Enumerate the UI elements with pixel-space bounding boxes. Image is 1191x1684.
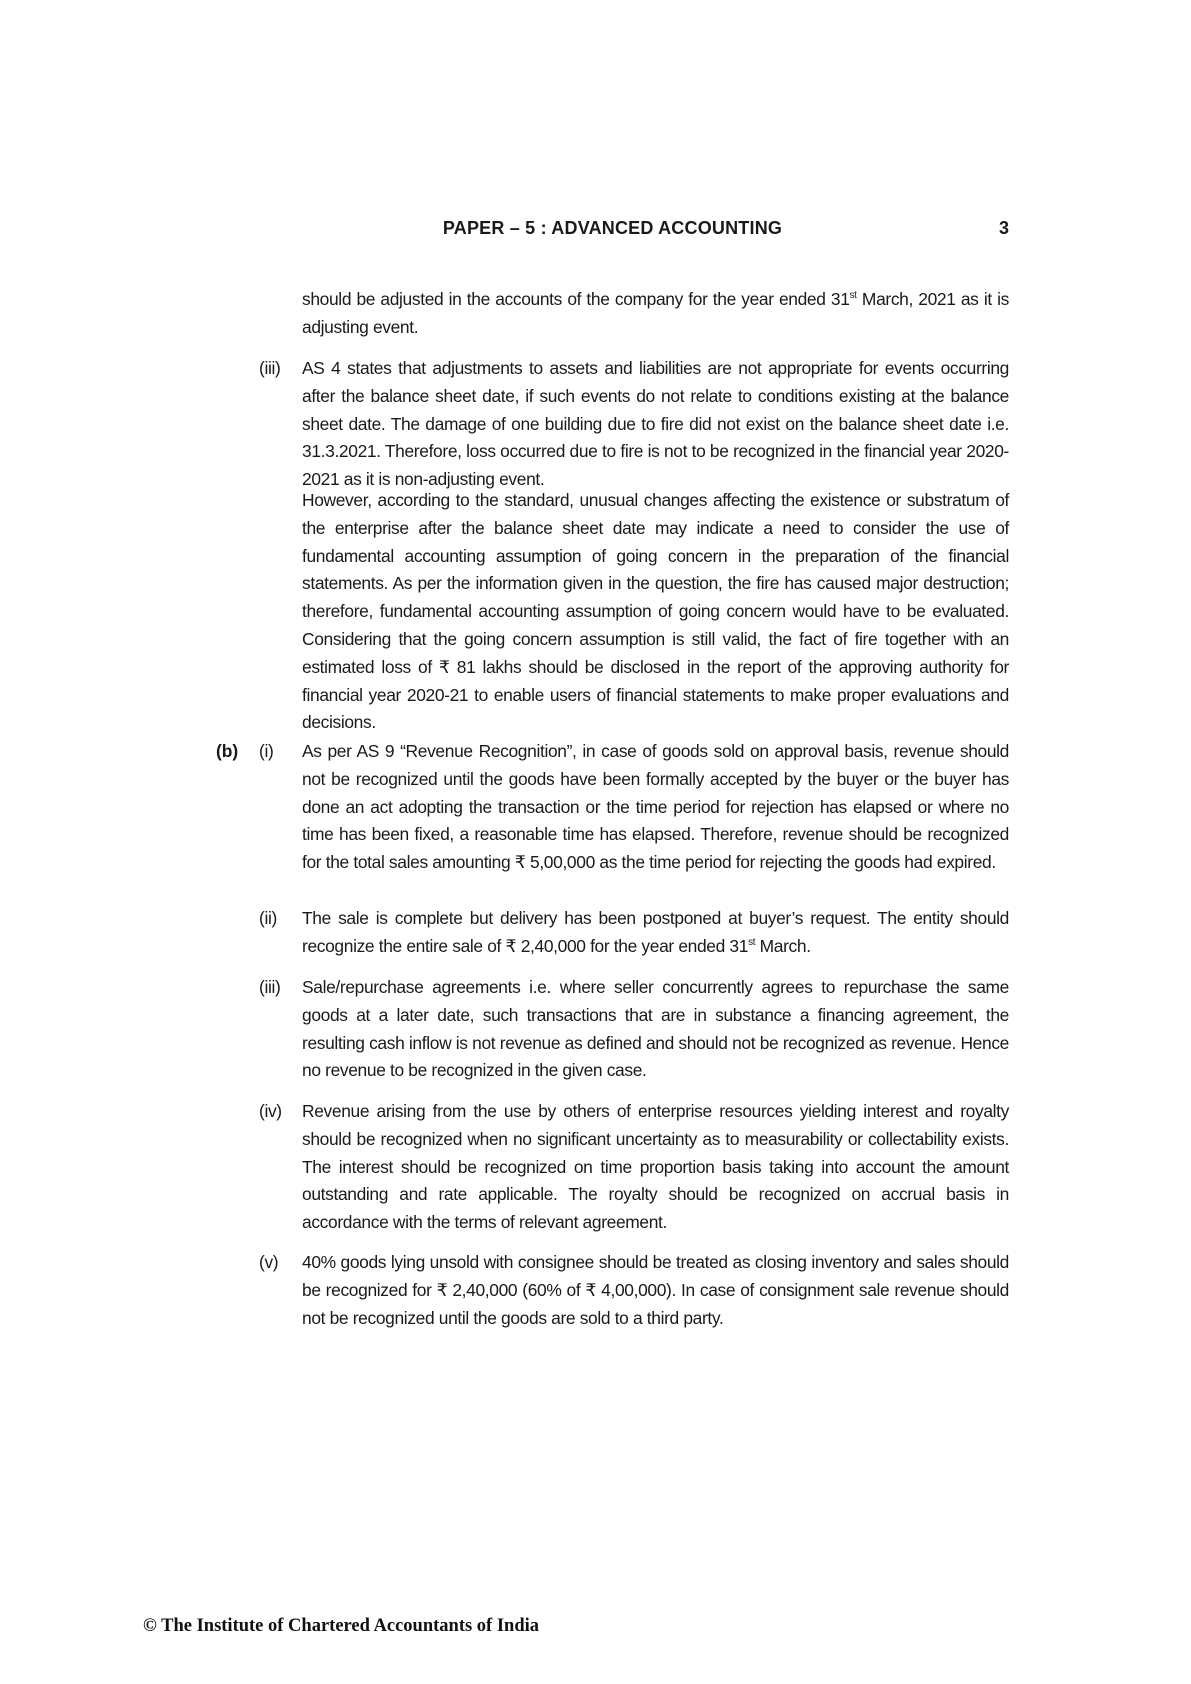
item-b-ii-paragraph [302,905,1009,961]
copyright-footer: © The Institute of Chartered Accountants of India [143,1616,540,1636]
superscript-st: st [748,936,756,948]
item-label-b-v: (v) [259,1252,279,1272]
superscript-st: st [849,290,857,301]
continuation-paragraph [302,286,1009,342]
item-a-iii-paragraph-1: AS 4 states that adjustments to assets and liabilities are not appropriate for events occurring after the balance sheet date, if such events do not relate to conditions existing at the balance sheet date. The damage of one building due to fire did not exist on the balance sheet date i.e. 31.3.2021. Therefore, loss occurred due to fire is not to be recognized in the financial year 2020-2021 as it is non-adjusting event. [302,358,1009,490]
item-b-iv-paragraph: Revenue arising from the use by others of enterprise resources yielding interest and royalty should be recognized when no significant uncertainty as to measurability or collectability exists. The interest should be recognized on time proportion basis taking into account the amount outstanding and rate applicable. The royalty should be recognized on accrual basis in accordance with the terms of relevant agreement. [302,1101,1009,1233]
item-b-iii-paragraph: Sale/repurchase agreements i.e. where seller concurrently agrees to repurchase the same goods at a later date, such transactions that are in substance a financing agreement, the resulting cash inflow is not revenue as defined and should not be recognized as revenue. Hence no revenue to be recognized in the given case. [302,977,1009,1081]
item-b-ii-text-b: March. [755,935,811,956]
item-label-a-iii: (iii) [259,358,281,378]
item-a-iii-paragraph-2: However, according to the standard, unusual changes affecting the existence or substratum of the enterprise after the balance sheet date may indicate a need to consider the use of fundamental accounting assumption of going concern in the preparation of the financial statements. As per the information given in the question, the fire has caused major destruction; therefore, fundamental accounting assumption of going concern would have to be evaluated. Considering that the going concern assumption is still valid, the fact of fire together with an estimated loss of ₹ 81 lakhs should be disclosed in the report of the approving authority for financial year 2020-21 to enable users of financial statements to make proper evaluations and decisions. [302,490,1009,733]
continuation-text-a: should be adjusted in the accounts of the company for the year ended 31 [302,289,850,309]
item-label-b-iv: (iv) [259,1101,282,1121]
item-b-i-paragraph: As per AS 9 “Revenue Recognition”, in case of goods sold on approval basis, revenue should not be recognized until the goods have been formally accepted by the buyer or the buyer has done an act adopting the transaction or the time period for rejection has elapsed or where no time has been fixed, a reasonable time has elapsed. Therefore, revenue should be recognized for the total sales amounting ₹ 5,00,000 as the time period for rejecting the goods had expired. [302,741,1009,873]
part-label-b: (b) [216,741,239,761]
item-label-b-ii: (ii) [259,908,277,928]
paper-title: PAPER – 5 : ADVANCED ACCOUNTING [442,218,783,238]
continuation-text-b: March, 2021 as it is adjusting event. [302,289,1009,337]
page-number: 3 [998,218,1009,238]
item-label-b-iii: (iii) [259,977,281,997]
item-label-b-i: (i) [259,741,274,761]
item-b-v-paragraph: 40% goods lying unsold with consignee should be treated as closing inventory and sales should be recognized for ₹ 2,40,000 (60% of ₹ 4,00,000). In case of consignment sale revenue should not be recognized until the goods are sold to a third party. [302,1252,1009,1328]
item-b-ii-text-a: The sale is complete but delivery has been postponed at buyer’s request. The entity should recognize the entire sale of ₹ 2,40,000 for the year ended 31 [302,908,1009,956]
